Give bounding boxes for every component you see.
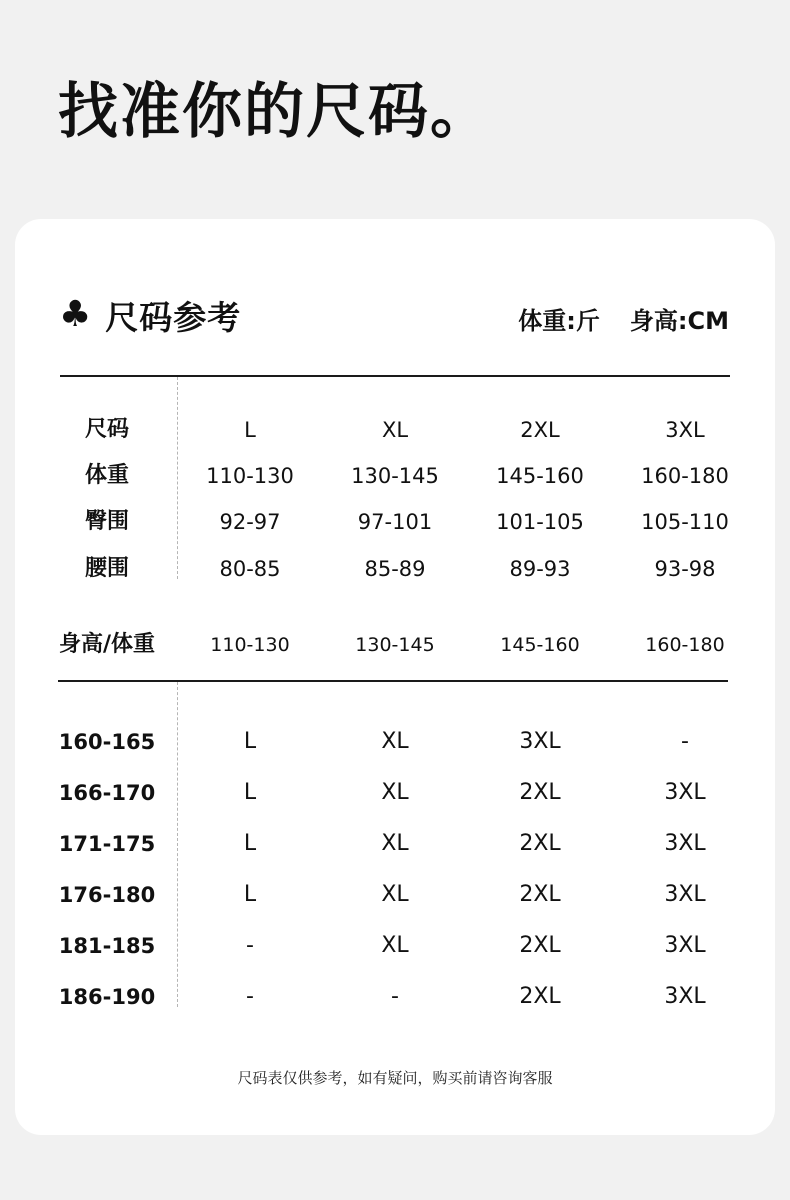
table-cell: 3XL (664, 984, 706, 1009)
table-cell: 2XL (519, 831, 561, 856)
table-cell: XL (381, 831, 409, 856)
table-cell: - (246, 984, 254, 1009)
row-label: 腰围 (84, 556, 129, 581)
waist-row (15, 549, 775, 589)
table-cell: 2XL (520, 418, 560, 442)
table-cell: 130-145 (355, 634, 435, 656)
table-cell: 145-160 (496, 464, 584, 488)
table-cell: 3XL (664, 882, 706, 907)
table-cell: 110-130 (210, 634, 290, 656)
table-cell: 3XL (664, 933, 706, 958)
table-cell: 80-85 (219, 557, 281, 581)
table-cell: L (243, 729, 257, 754)
table-row (15, 722, 775, 762)
table-cell: XL (381, 729, 409, 754)
table-cell: 145-160 (500, 634, 580, 656)
table-cell: L (243, 831, 257, 856)
size-chart-card (15, 219, 775, 1135)
row-label: 尺码 (84, 417, 129, 442)
table-cell: 105-110 (641, 510, 729, 534)
table-cell: 89-93 (509, 557, 571, 581)
table-row (15, 926, 775, 966)
row-label: 176-180 (58, 883, 156, 907)
table-cell: 130-145 (351, 464, 439, 488)
height-weight-header-row (15, 625, 775, 665)
table-cell: 160-180 (645, 634, 725, 656)
unit-height: 身高:CM (629, 307, 729, 335)
table-cell: 3XL (519, 729, 561, 754)
table-cell: XL (381, 418, 409, 442)
section-header (59, 291, 241, 339)
table-cell: 3XL (664, 831, 706, 856)
table-row (15, 773, 775, 813)
table-cell: 2XL (519, 984, 561, 1009)
table-cell: XL (381, 780, 409, 805)
hip-row (15, 502, 775, 542)
table-cell: 85-89 (364, 557, 426, 581)
row-label: 186-190 (58, 985, 156, 1009)
table-cell: L (244, 418, 256, 442)
section-title: 尺码参考 (105, 297, 242, 337)
table-cell: 160-180 (641, 464, 729, 488)
table-cell: 93-98 (654, 557, 716, 581)
table-cell: XL (381, 933, 409, 958)
row-label: 166-170 (58, 781, 156, 805)
row-label: 身高/体重 (58, 632, 156, 657)
weight-row (15, 456, 775, 496)
table-cell: L (243, 780, 257, 805)
page-headline: 找准你的尺码。 (58, 77, 492, 147)
size-row (15, 410, 775, 450)
table-cell: XL (381, 882, 409, 907)
table-cell: 2XL (519, 780, 561, 805)
row-label: 160-165 (58, 730, 156, 754)
table-cell: 3XL (665, 418, 705, 442)
table-cell: 110-130 (206, 464, 294, 488)
table-cell: - (681, 729, 689, 754)
table-cell: - (391, 984, 399, 1009)
table-row (15, 875, 775, 915)
row-label: 臀围 (84, 509, 129, 534)
units-legend (518, 301, 729, 336)
table-cell: 2XL (519, 933, 561, 958)
table2-top-rule (58, 680, 728, 682)
row-label: 171-175 (58, 832, 156, 856)
row-label: 体重 (84, 463, 129, 488)
table-cell: 97-101 (357, 510, 433, 534)
table-cell: 92-97 (219, 510, 281, 534)
table-cell: L (243, 882, 257, 907)
table-cell: 3XL (664, 780, 706, 805)
table1-top-rule (60, 375, 730, 377)
club-suit-icon: ♣ (59, 294, 92, 335)
table-row (15, 977, 775, 1017)
table-row (15, 824, 775, 864)
table-cell: - (246, 933, 254, 958)
table-cell: 2XL (519, 882, 561, 907)
unit-weight: 体重:斤 (518, 307, 600, 335)
disclaimer-note: 尺码表仅供参考，如有疑问，购买前请咨询客服 (237, 1069, 553, 1087)
table-cell: 101-105 (496, 510, 584, 534)
row-label: 181-185 (58, 934, 156, 958)
